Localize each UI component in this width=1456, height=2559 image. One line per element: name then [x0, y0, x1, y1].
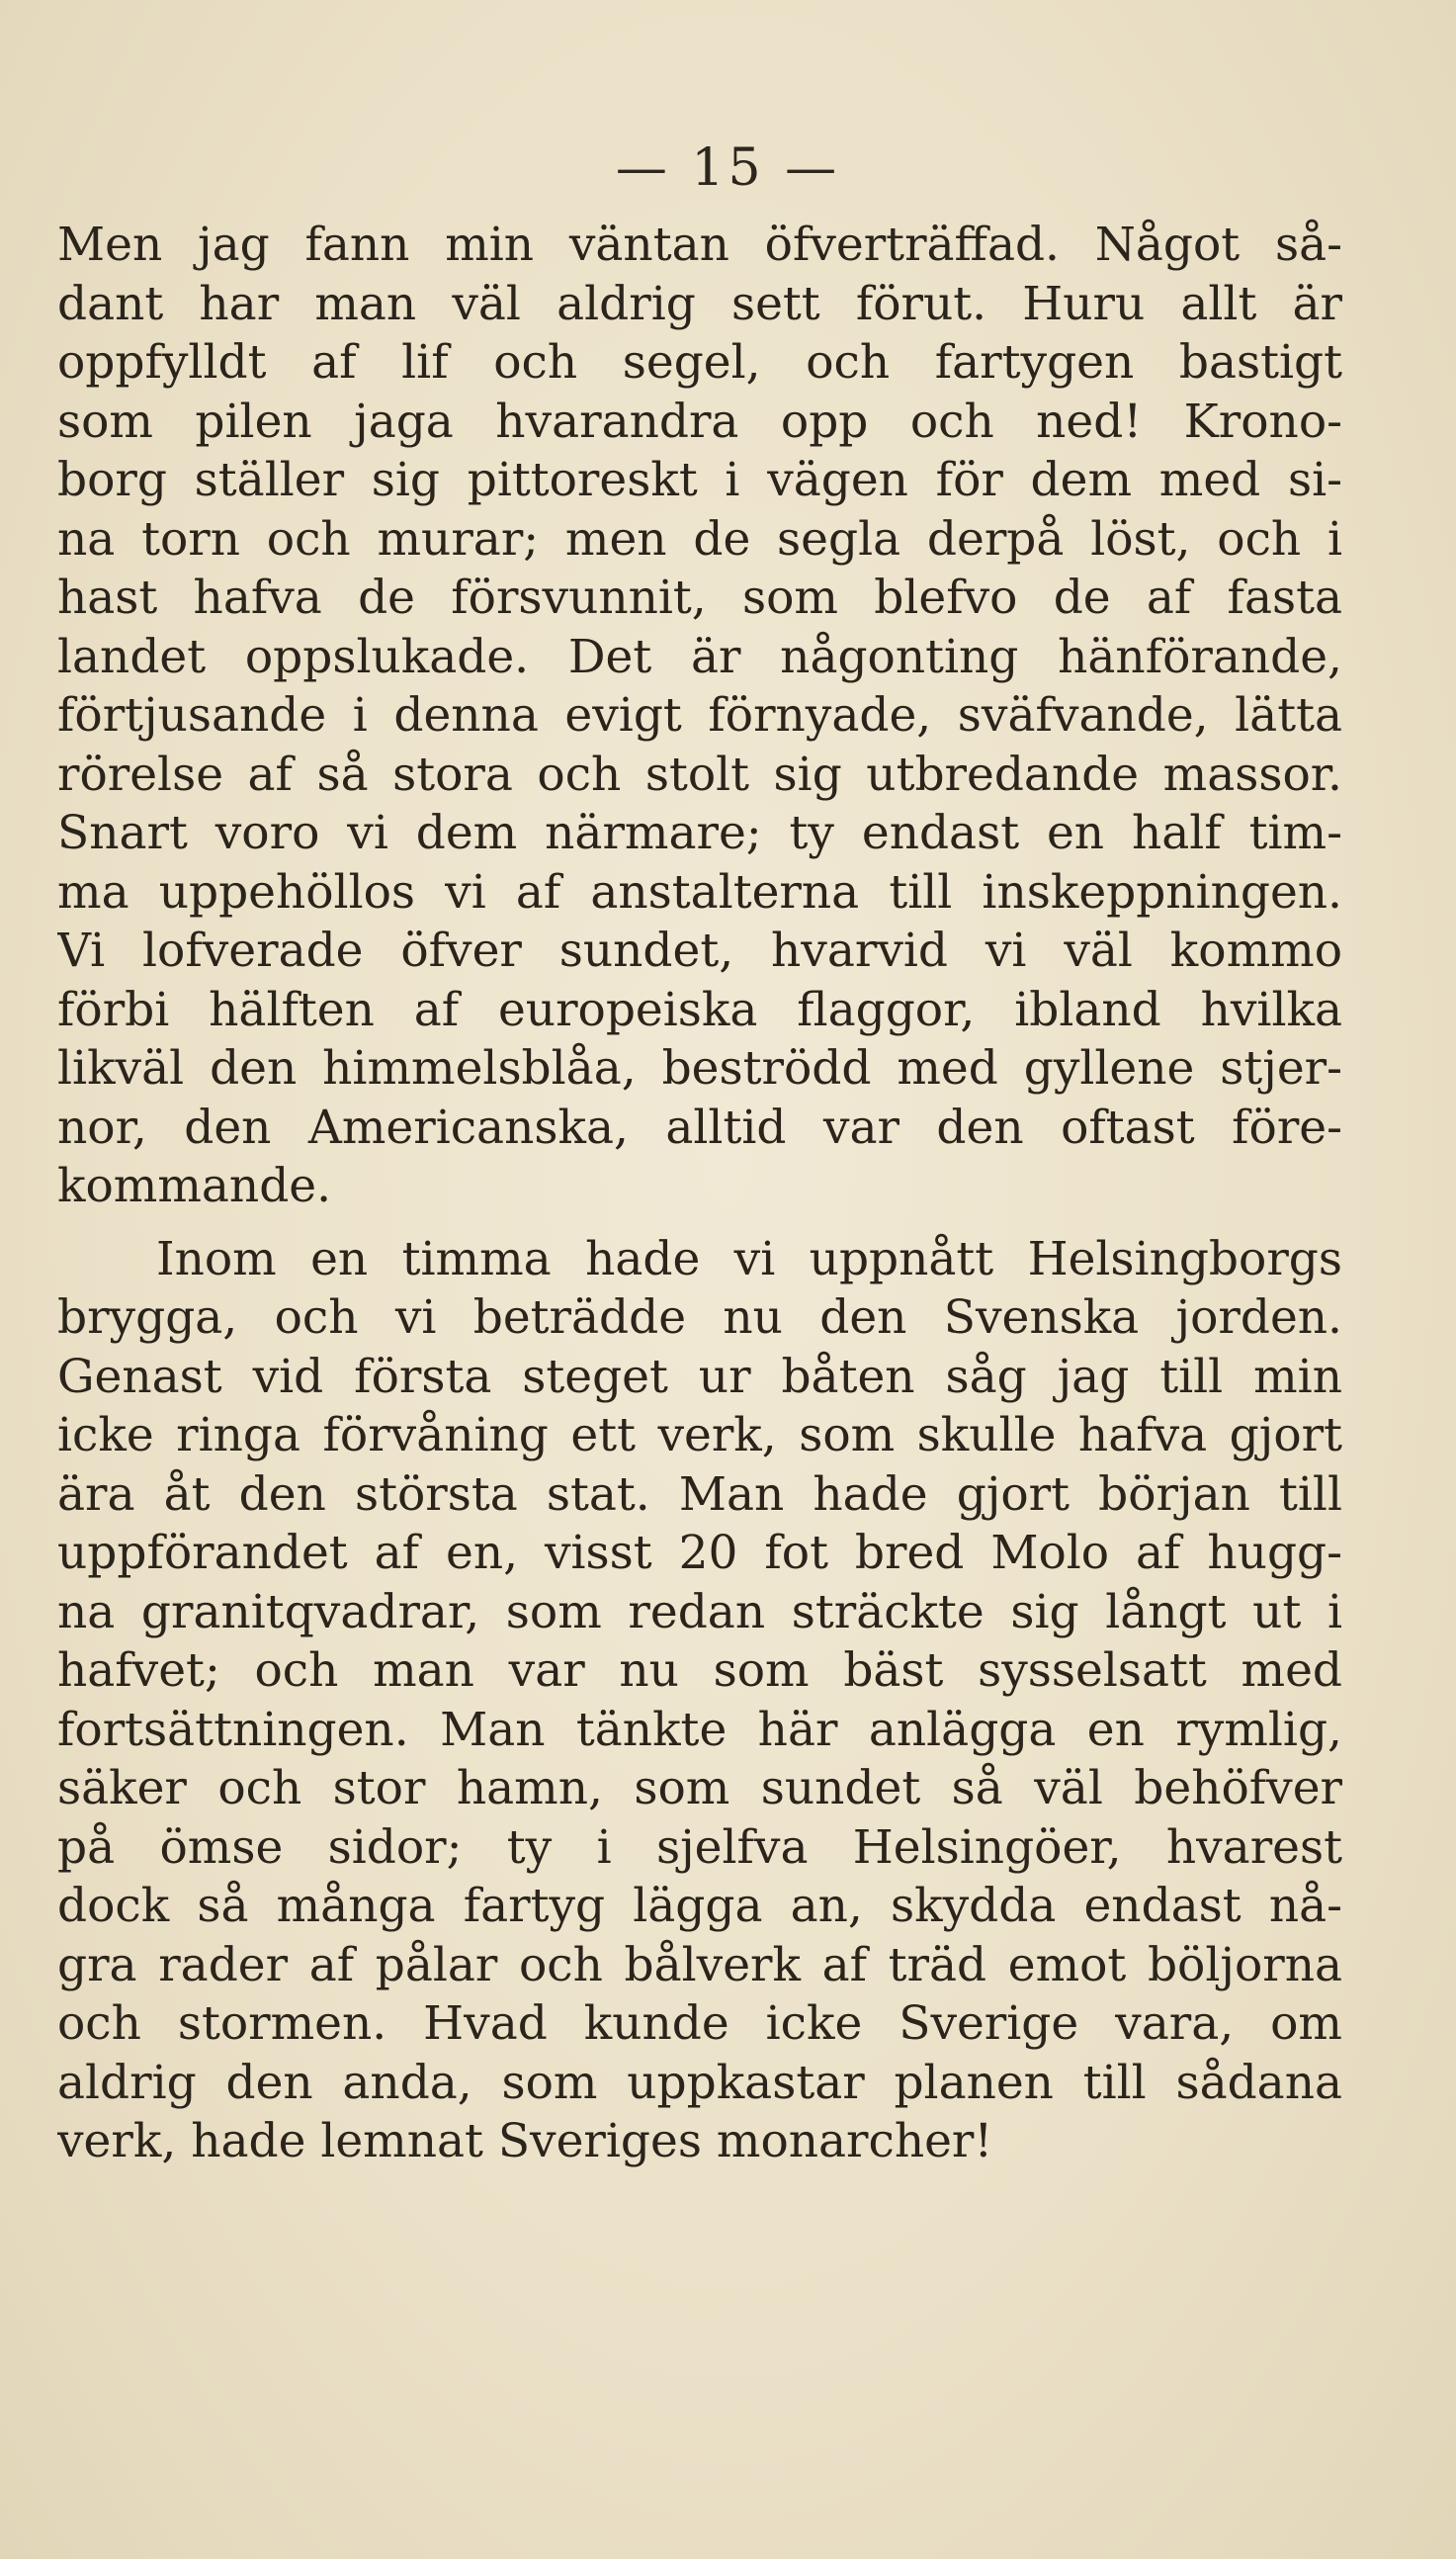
text-line: Vi lofverade öfver sundet, hvarvid vi väl kommo: [57, 924, 1342, 978]
text-line: nor, den Americanska, alltid var den oftast före-: [57, 1100, 1342, 1155]
text-line: hast hafva de försvunnit, som blefvo de af fasta: [57, 571, 1342, 625]
paragraph-gap: [57, 1216, 1342, 1230]
text-line: ära åt den största stat. Man hade gjort början till: [57, 1466, 1342, 1522]
text-line: icke ringa förvåning ett verk, som skulle hafva gjort: [57, 1408, 1342, 1462]
page-number: — 15 —: [615, 138, 841, 198]
text-line: som pilen jaga hvarandra opp och ned! Krono-: [57, 394, 1342, 449]
text-line: förtjusande i denna evigt förnyade, sväfvande, lätta: [57, 688, 1342, 743]
text-line: hafvet; och man var nu som bäst sysselsatt med: [57, 1643, 1342, 1698]
text-line: förbi hälften af europeiska flaggor, ibland hvilka: [57, 982, 1342, 1037]
body-text: [57, 216, 1342, 2171]
text-line: aldrig den anda, som uppkastar planen till sådana: [57, 2055, 1342, 2110]
text-line: Inom en timma hade vi uppnått Helsingborgs: [156, 1231, 1342, 1286]
paragraph: [57, 1230, 1342, 2171]
text-line: och stormen. Hvad kunde icke Sverige vara, om: [57, 1996, 1342, 2051]
text-line: rörelse af så stora och stolt sig utbredande massor.: [57, 747, 1342, 802]
text-line: säker och stor hamn, som sundet så väl behöfver: [57, 1761, 1342, 1815]
text-line: Genast vid första steget ur båten såg jag till min: [57, 1349, 1342, 1404]
text-line: dant har man väl aldrig sett förut. Huru allt är: [57, 276, 1342, 331]
text-line: fortsättningen. Man tänkte här anlägga en rymlig,: [57, 1702, 1342, 1757]
text-line: oppfylldt af lif och segel, och fartygen bastigt: [57, 335, 1342, 390]
text-line: på ömse sidor; ty i sjelfva Helsingöer, hvarest: [57, 1819, 1342, 1875]
text-line: na granitqvadrar, som redan sträckte sig långt ut i: [57, 1584, 1342, 1639]
text-line: likväl den himmelsblåa, beströdd med gyllene stjer-: [57, 1041, 1342, 1096]
text-line: verk, hade lemnat Sveriges monarcher!: [57, 2114, 993, 2168]
paragraph: [57, 216, 1342, 1216]
text-line: gra rader af pålar och bålverk af träd emot böljorna: [57, 1937, 1342, 1992]
text-line: dock så många fartyg lägga an, skydda endast nå-: [57, 1879, 1342, 1933]
text-line: ma uppehöllos vi af anstalterna till inskeppningen.: [57, 864, 1342, 920]
text-line: kommande.: [57, 1159, 332, 1213]
text-line: Men jag fann min väntan öfverträffad. Något så-: [57, 218, 1342, 272]
text-line: na torn och murar; men de segla derpå löst, och i: [57, 511, 1342, 567]
text-line: landet oppslukade. Det är någonting hänförande,: [57, 629, 1342, 684]
text-line: Snart voro vi dem närmare; ty endast en half tim-: [57, 806, 1342, 860]
text-line: brygga, och vi beträdde nu den Svenska jorden.: [57, 1290, 1342, 1345]
text-line: uppförandet af en, visst 20 fot bred Molo af hugg-: [57, 1526, 1342, 1580]
text-line: borg ställer sig pittoreskt i vägen för dem med si-: [57, 453, 1342, 507]
